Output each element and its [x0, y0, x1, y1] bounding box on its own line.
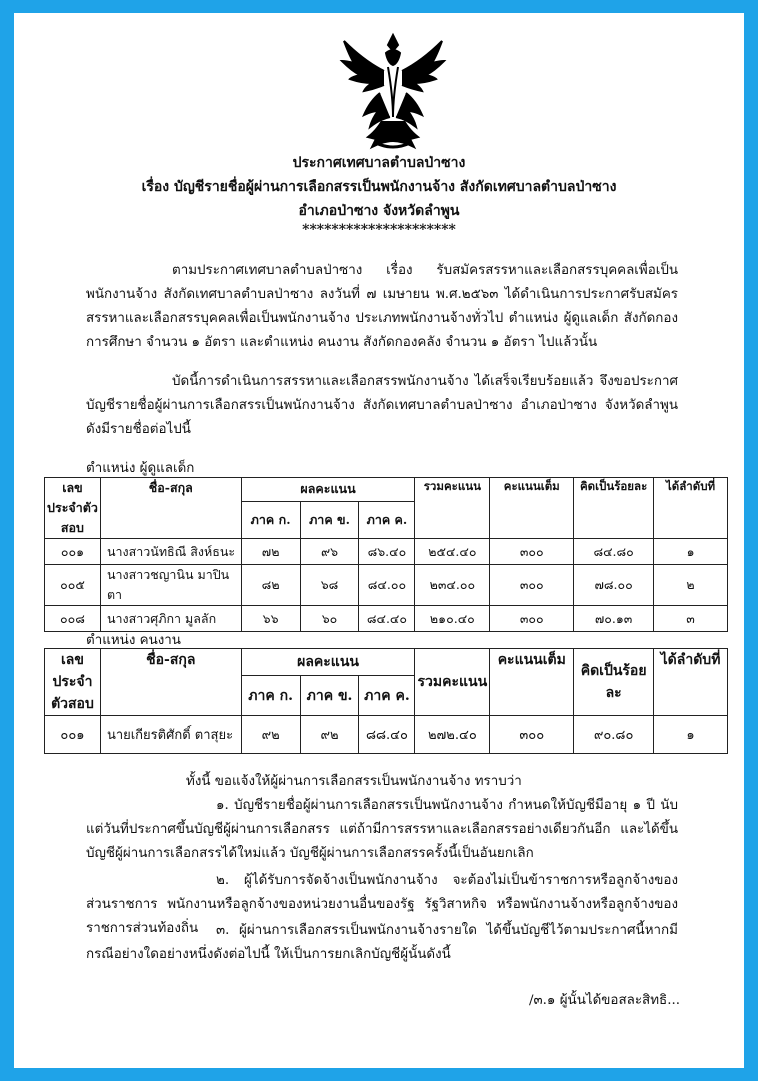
- header-total: รวมคะแนน: [415, 478, 490, 539]
- header-rank: ได้ลำดับที่: [654, 478, 728, 539]
- intro-paragraph: ตามประกาศเทศบาลตำบลป่าซาง เรื่อง รับสมัครสรรหาและเลือกสรรบุคคลเพื่อเป็นพนักงานจ้าง สังกัดเทศบาลตำบลป่าซาง ลงวันที่ ๗ เมษายน พ.ศ.๒๕๖๓ ได้ดำเนินการประกาศรับสมัครสรรหาและเลือกสรรบุคคลเพื่อเป็นพนักงานจ้าง ประเภทพนักงานจ้างทั่วไป ตำแหน่ง ผู้ดูแลเด็ก สังกัดกองการศึกษา จำนวน ๑ อัตรา และตำแหน่ง คนงาน สังกัดกองคลัง จำนวน ๑ อัตรา ไปแล้วนั้น: [86, 263, 678, 350]
- position-label-childcare: ตำแหน่ง ผู้ดูแลเด็ก: [86, 461, 195, 476]
- position-label-worker: ตำแหน่ง คนงาน: [86, 633, 181, 648]
- document-page: [14, 13, 744, 1068]
- table-row: ๐๐๕ นางสาวชญานิน มาปินตา ๘๒ ๖๘ ๘๔.๐๐ ๒๓๔.๐๐ ๓๐๐ ๗๘.๐๐ ๒: [45, 565, 728, 606]
- header-name: ชื่อ-สกุล: [100, 649, 241, 716]
- header-exam-no: เลขประจำตัวสอบ: [45, 649, 101, 716]
- header-part-a: ภาค ก.: [241, 676, 300, 716]
- header-total: รวมคะแนน: [415, 649, 490, 716]
- header-name: ชื่อ-สกุล: [100, 478, 241, 539]
- header-score: ผลคะแนน: [241, 478, 415, 502]
- header-full: คะแนนเต็ม: [490, 649, 574, 716]
- header-part-a: ภาค ก.: [241, 501, 300, 538]
- header-score: ผลคะแนน: [241, 649, 415, 676]
- table-row: ๐๐๑ นางสาวนัทธิณี สิงห์ธนะ ๗๒ ๙๖ ๘๖.๔๐ ๒๕๔.๔๐ ๓๐๐ ๘๔.๘๐ ๑: [45, 539, 728, 565]
- header-part-c: ภาค ค.: [359, 676, 415, 716]
- star-divider: *********************: [302, 222, 456, 238]
- header-part-c: ภาค ค.: [359, 501, 415, 538]
- announcement-title: ประกาศเทศบาลตำบลป่าซาง: [292, 155, 466, 171]
- table-row: ๐๐๘ นางสาวศุภิกา มูลลัก ๖๖ ๖๐ ๘๔.๔๐ ๒๑๐.๔๐ ๓๐๐ ๗๐.๑๓ ๓: [45, 606, 728, 632]
- continued-note: /๓.๑ ผู้นั้นได้ขอสละสิทธิ...: [529, 993, 680, 1008]
- childcare-results-table: [44, 477, 728, 632]
- announcement-district: อำเภอป่าซาง จังหวัดลำพูน: [298, 203, 460, 219]
- notice-item-2: ๒. ผู้ได้รับการจัดจ้างเป็นพนักงานจ้าง จะต้องไม่เป็นข้าราชการหรือลูกจ้างของส่วนราชการ พนักงานหรือลูกจ้างของหน่วยงานอื่นของรัฐ รัฐวิสาหกิจ หรือพนักงานจ้างหรือลูกจ้างของราชการส่วนท้องถิ่น: [86, 873, 678, 936]
- garuda-emblem-icon: [336, 31, 450, 153]
- header-full: คะแนนเต็ม: [490, 478, 574, 539]
- result-paragraph: บัดนี้การดำเนินการสรรหาและเลือกสรรพนักงานจ้าง ได้เสร็จเรียบร้อยแล้ว จึงขอประกาศบัญชีรายชื่อผู้ผ่านการเลือกสรรเป็นพนักงานจ้าง สังกัดเทศบาลตำบลป่าซาง อำเภอป่าซาง จังหวัดลำพูน ดังมีรายชื่อต่อไปนี้: [86, 374, 678, 437]
- header-exam-no: เลขประจำตัวสอบ: [45, 478, 101, 539]
- notice-intro: ทั้งนี้ ขอแจ้งให้ผู้ผ่านการเลือกสรรเป็นพนักงานจ้าง ทราบว่า: [186, 774, 522, 789]
- worker-results-table: [44, 648, 728, 754]
- notice-item-1: ๑. บัญชีรายชื่อผู้ผ่านการเลือกสรรเป็นพนักงานจ้าง กำหนดให้บัญชีมีอายุ ๑ ปี นับแต่วันที่ประกาศขึ้นบัญชีผู้ผ่านการเลือกสรร แต่ถ้ามีการสรรหาและเลือกสรรอย่างเดียวกันอีก และได้ขึ้นบัญชีผู้ผ่านการเลือกสรรได้ใหม่แล้ว บัญชีผู้ผ่านการเลือกสรรครั้งนี้เป็นอันยกเลิก: [86, 798, 678, 861]
- header-part-b: ภาค ข.: [300, 676, 359, 716]
- notice-item-3: ๓. ผู้ผ่านการเลือกสรรเป็นพนักงานจ้างรายใด ได้ขึ้นบัญชีไว้ตามประกาศนี้หากมีกรณีอย่างใดอย่างหนึ่งดังต่อไปนี้ ให้เป็นการยกเลิกบัญชีผู้นั้นดังนี้: [86, 923, 678, 962]
- table-row: ๐๐๑ นายเกียรติศักดิ์ ตาสุยะ ๙๒ ๙๒ ๘๘.๔๐ ๒๗๒.๔๐ ๓๐๐ ๙๐.๘๐ ๑: [45, 716, 728, 754]
- header-percent: คิดเป็นร้อยละ: [574, 649, 654, 716]
- header-part-b: ภาค ข.: [300, 501, 359, 538]
- announcement-subject: เรื่อง บัญชีรายชื่อผู้ผ่านการเลือกสรรเป็นพนักงานจ้าง สังกัดเทศบาลตำบลป่าซาง: [141, 179, 617, 195]
- header-percent: คิดเป็นร้อยละ: [574, 478, 654, 539]
- header-rank: ได้ลำดับที่: [654, 649, 728, 716]
